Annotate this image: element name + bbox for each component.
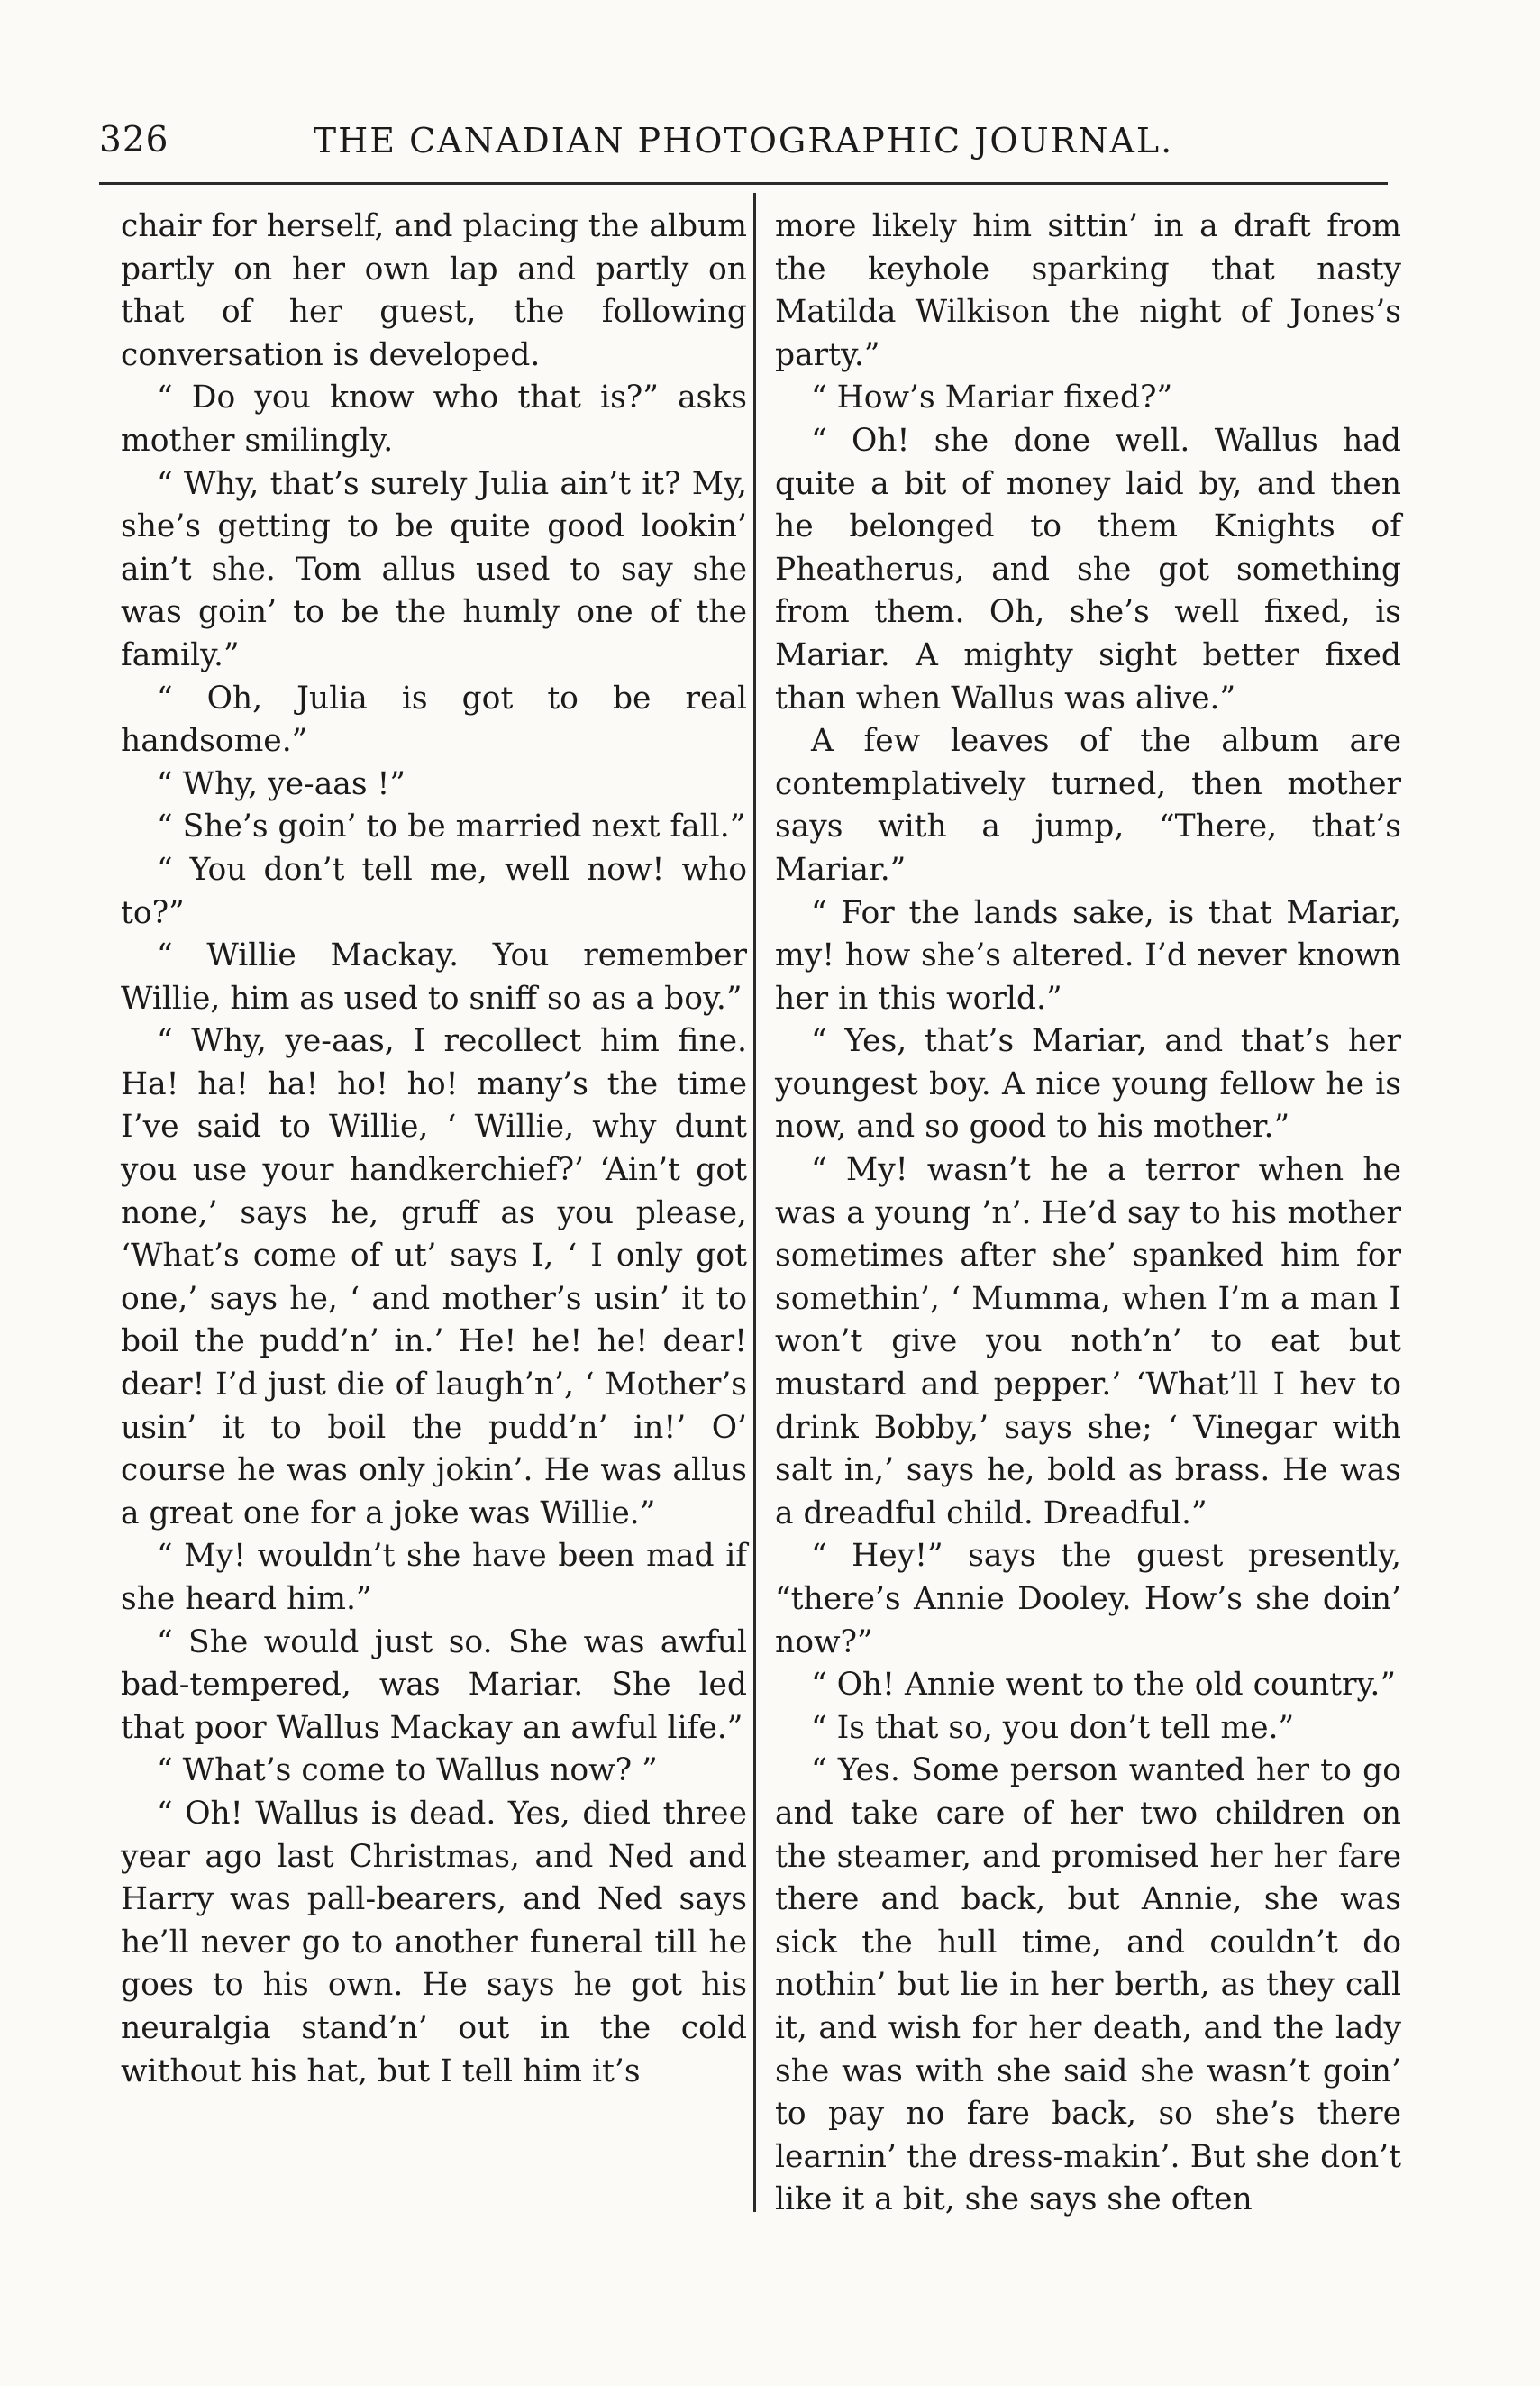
paragraph: “ Yes, that’s Mariar, and that’s her youngest boy. A nice young fellow he is now, and so good to his mother.” (775, 1023, 1401, 1146)
paragraph: “ How’s Mariar fixed?” (811, 379, 1173, 416)
paragraph: “ You don’t tell me, well now! who to?” (121, 851, 747, 931)
page-number: 326 (99, 120, 169, 160)
paragraph: “ My! wouldn’t she have been mad if she heard him.” (121, 1538, 747, 1617)
paragraph: “ She would just so. She was awful bad-tempered, was Mariar. She led that poor Wallus Mackay an awful life.” (121, 1623, 747, 1746)
paragraph: “ Is that so, you don’t tell me.” (811, 1709, 1295, 1746)
paragraph: “ Why, that’s surely Julia ain’t it? My, she’s getting to be quite good lookin’ ain’t she. Tom allus used to say she was goin’ to be the humly one of the family.” (121, 465, 747, 673)
paragraph: “ What’s come to Wallus now? ” (157, 1752, 658, 1789)
left-column (121, 206, 747, 2093)
paragraph: “ My! wasn’t he a terror when he was a young ’n’. He’d say to his mother sometimes after she’ spanked him for somethin’, ‘ Mumma, when I’m a man I won’t give you noth’n’ to eat but mustard and pepper.’ ‘What’ll I hev to drink Bobby,’ says she; ‘ Vinegar with salt in,’ says he, bold as brass. He was a dreadful child. Dreadful.” (775, 1152, 1401, 1531)
paragraph: A few leaves of the album are contemplatively turned, then mother says with a jump, “There, that’s Mariar.” (775, 723, 1401, 888)
right-column (775, 206, 1401, 2222)
paragraph: “ For the lands sake, is that Mariar, my! how she’s altered. I’d never known her in this world.” (775, 894, 1401, 1017)
paragraph: “ Yes. Some person wanted her to go and take care of her two children on the steamer, and promised her her fare there and back, but Annie, she was sick the hull time, and couldn’t do nothin’ but lie in her berth, as they call it, and wish for her death, and the lady she was with she said she wasn’t goin’ to pay no fare back, so she’s there learnin’ the dress-makin’. But she don’t like it a bit, she says she often (775, 1752, 1401, 2218)
page-header (99, 115, 1388, 166)
column-divider (753, 193, 756, 2212)
paragraph: “ Do you know who that is?” asks mother smilingly. (121, 379, 747, 459)
paragraph: “ Oh! she done well. Wallus had quite a bit of money laid by, and then he belonged to them Knights of Pheatherus, and she got something from them. Oh, she’s well fixed, is Mariar. A mighty sight better fixed than when Wallus was alive.” (775, 422, 1401, 717)
journal-title: THE CANADIAN PHOTOGRAPHIC JOURNAL. (313, 121, 1174, 160)
paragraph: “ Oh! Annie went to the old country.” (811, 1667, 1397, 1704)
header-rule (99, 182, 1388, 185)
paragraph: “ Oh! Wallus is dead. Yes, died three year ago last Christmas, and Ned and Harry was pall-bearers, and Ned says he’ll never go to another funeral till he goes to his own. He says he got his neuralgia stand’n’ out in the cold without his hat, but I tell him it’s (121, 1795, 747, 2089)
paragraph: “ Why, ye-aas, I recollect him fine. Ha! ha! ha! ho! ho! many’s the time I’ve said to Willie, ‘ Willie, why dunt you use your handkerchief?’ ‘Ain’t got none,’ says he, gruff as you please, ‘What’s come of ut’ says I, ‘ I only got one,’ says he, ‘ and mother’s usin’ it to boil the pudd’n’ in.’ He! he! he! dear! dear! I’d just die of laugh’n’, ‘ Mother’s usin’ it to boil the pudd’n’ in!’ O’ course he was only jokin’. He was allus a great one for a joke was Willie.” (121, 1023, 747, 1531)
paragraph: chair for herself, and placing the album partly on her own lap and partly on that of her guest, the following conversation is developed. (121, 208, 747, 373)
paragraph: “ Willie Mackay. You remember Willie, him as used to sniff so as a boy.” (121, 937, 747, 1017)
paragraph: “ She’s goin’ to be married next fall.” (157, 809, 746, 846)
paragraph: “ Oh, Julia is got to be real handsome.” (121, 680, 747, 760)
paragraph: more likely him sittin’ in a draft from the keyhole sparking that nasty Matilda Wilkison the night of Jones’s party.” (775, 208, 1401, 373)
paragraph: “ Why, ye-aas !” (157, 765, 406, 802)
paragraph: “ Hey!” says the guest presently, “there’s Annie Dooley. How’s she doin’ now?” (775, 1538, 1401, 1660)
